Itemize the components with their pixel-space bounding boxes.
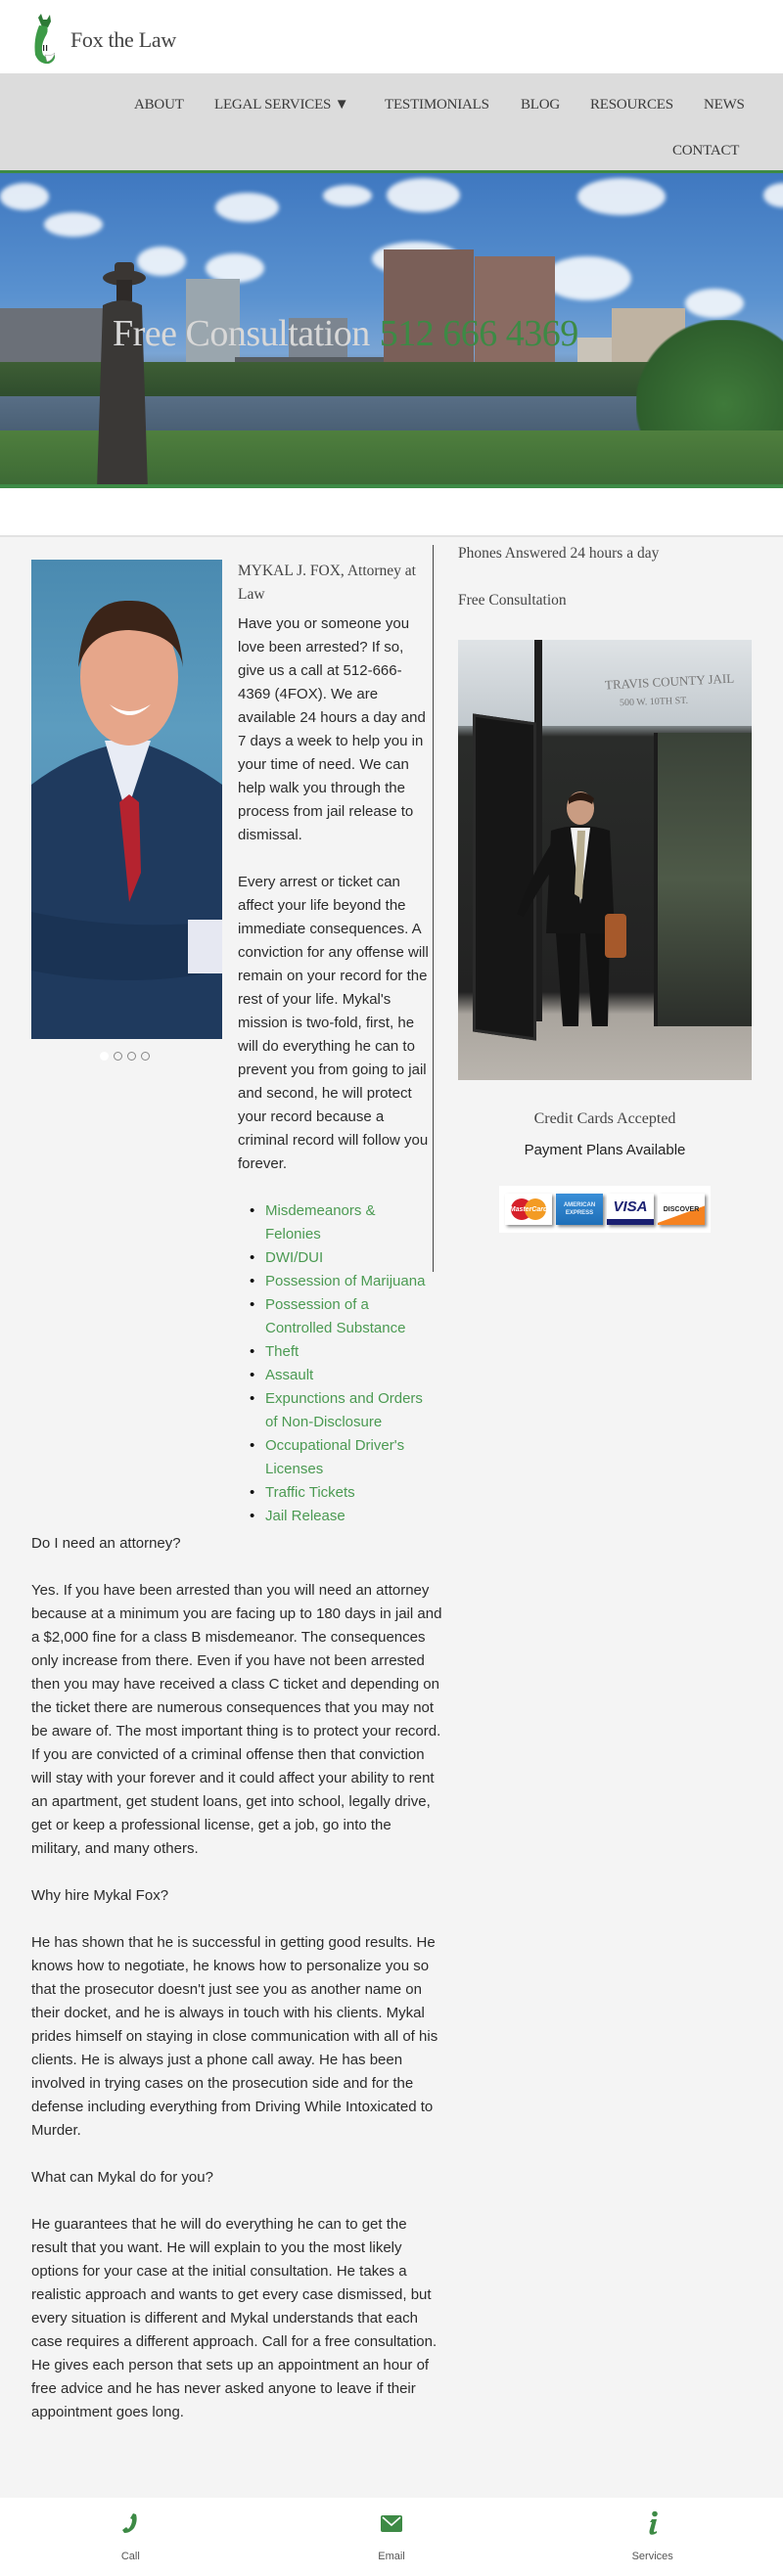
cloud [0, 183, 49, 210]
mastercard-icon: MasterCard [505, 1194, 552, 1225]
column-divider [433, 545, 434, 1272]
visa-icon: VISA [607, 1194, 654, 1225]
faq-answer: Yes. If you have been arrested than you will need an attorney because at a minimum you are facing up to 180 days in jail and a $2,000 fine for a class B misdemeanor. The consequences only increase from there. Even if you have not been arrested then you may have received a class C ticket and depending on the ticket there are numerous consequences that you may not be aware of. The most important thing is to protect your record. If you are convicted of a criminal offense then that conviction will stay with your forever and it could affect your ability to rent an apartment, get student loans, get into school, legally drive, get or keep a professional license, get a job, go into the military, and many others. [31, 1582, 442, 1857]
nav-blog[interactable]: BLOG [521, 97, 561, 113]
email-label: Email [378, 2551, 405, 2562]
cloud [215, 193, 279, 222]
service-link[interactable]: • DWI/DUI [265, 1246, 429, 1270]
call-label: Call [120, 2551, 140, 2562]
cloud [543, 256, 631, 300]
nav-news[interactable]: NEWS [704, 97, 745, 113]
slider-dot-2[interactable] [114, 1052, 122, 1061]
service-link[interactable]: • Assault [265, 1364, 429, 1387]
cloud [685, 289, 744, 318]
call-button[interactable] [0, 2498, 261, 2576]
payment-plans-text: Payment Plans Available [524, 1142, 686, 1158]
service-link[interactable]: • Expunctions and Orders of Non-Disclosure [265, 1387, 429, 1434]
email-button[interactable] [261, 2498, 523, 2576]
logo-link[interactable] [29, 12, 176, 67]
bio-paragraph: Have you or someone you love been arrested? If so, give us a call at 512-666-4369 (4FOX). We are available 24 hours a day and 7 days a week to help you in your time of need. We can help walk you through the process from jail release to dismissal. [238, 615, 426, 843]
main-content [0, 537, 783, 2494]
cloud [577, 178, 666, 215]
statue [93, 256, 152, 488]
cloud [44, 212, 103, 237]
service-link[interactable]: • Misdemeanors & Felonies [265, 1199, 429, 1246]
credit-cards-heading: Credit Cards Accepted [533, 1110, 676, 1127]
attorney-walking [512, 787, 639, 1031]
faq-question: Why hire Mykal Fox? [31, 1887, 169, 1904]
slider-dot-3[interactable] [127, 1052, 136, 1061]
fox-logo-icon [29, 12, 59, 67]
nav-legal-services[interactable]: LEGAL SERVICES ▼ [214, 97, 349, 113]
info-icon [646, 2509, 660, 2537]
site-name: Fox the Law [70, 27, 176, 52]
hero-phone[interactable]: 512 666 4369 [379, 313, 578, 354]
service-link[interactable]: • Possession of Marijuana [265, 1270, 429, 1293]
glass-door [654, 733, 752, 1026]
site-header [0, 0, 783, 73]
slider-dots [100, 1052, 150, 1061]
discover-icon: DISCOVER [658, 1194, 705, 1225]
credit-card-logos [499, 1186, 711, 1233]
phone-icon [120, 2509, 140, 2537]
attorney-portrait [31, 560, 222, 1039]
hero-headline [113, 312, 578, 355]
cloud [763, 183, 783, 207]
slider-dot-4[interactable] [141, 1052, 150, 1061]
service-link[interactable]: • Occupational Driver's Licenses [265, 1434, 429, 1481]
service-link[interactable]: • Theft [265, 1340, 429, 1364]
cloud [323, 185, 372, 206]
envelope-icon [380, 2509, 403, 2537]
attorney-bio [238, 560, 429, 1528]
cloud [387, 178, 460, 212]
faq-question: Do I need an attorney? [31, 1535, 181, 1552]
faq-answer: He guarantees that he will do everything he can to get the result that you want. He will explain to you the most likely options for your case at the initial consultation. He takes a realistic approach and wants to get every case dismissed, but every situation is different and Mykal understands that each case requires a different approach. Call for a free consultation. He gives each person that sets up an appointment an hour of free advice and he has never asked anyone to leave if their appointment goes long. [31, 2216, 438, 2420]
nav-resources[interactable]: RESOURCES [590, 97, 673, 113]
free-consultation-heading: Free Consultation [458, 592, 567, 609]
phones-answered-heading: Phones Answered 24 hours a day [458, 545, 660, 562]
spacer [0, 488, 783, 537]
nav-contact[interactable]: CONTACT [672, 143, 740, 158]
slider-dot-1[interactable] [100, 1052, 109, 1061]
hero-label: Free Consultation [113, 313, 370, 354]
bio-paragraph: Every arrest or ticket can affect your life beyond the immediate consequences. A conviction for any offense will remain on your record for the rest of your life. Mykal's mission is two-fold, first, he will do everything he can to prevent you from going to jail and second, he will protect your record because a criminal record will follow you forever. [238, 874, 429, 1172]
services-button[interactable] [522, 2498, 783, 2576]
service-link[interactable]: • Traffic Tickets [265, 1481, 429, 1505]
service-link[interactable]: • Jail Release [265, 1505, 429, 1528]
jail-sign-text: TRAVIS COUNTY JAIL [604, 670, 735, 693]
service-link[interactable]: • Possession of a Controlled Substance [265, 1293, 429, 1340]
faq-answer: He has shown that he is successful in getting good results. He knows how to negotiate, he knows how to personalize you so that the prosecutor doesn't just see you as another name on their docket, and he is always in touch with his clients. Mykal prides himself on staying in close communication with all of his clients. He is always just a phone call away. He has been involved in trying cases on the prosecution side and for the defense including everything from Driving While Intoxicated to Murder. [31, 1934, 438, 2139]
amex-icon: AMERICAN EXPRESS [556, 1194, 603, 1225]
mobile-action-bar [0, 2498, 783, 2576]
attorney-title: MYKAL J. FOX, Attorney at Law [238, 563, 416, 603]
nav-testimonials[interactable]: TESTIMONIALS [385, 97, 489, 113]
nav-about[interactable]: ABOUT [134, 97, 184, 113]
jail-photo [458, 640, 752, 1080]
portrait-image [31, 560, 222, 1039]
services-list [265, 1199, 429, 1528]
services-label: Services [631, 2551, 673, 2562]
faq-article [31, 1532, 442, 2448]
main-nav [0, 73, 783, 173]
jail-address-text: 500 W. 10TH ST. [619, 695, 689, 709]
faq-question: What can Mykal do for you? [31, 2169, 213, 2186]
hero-banner [0, 173, 783, 488]
